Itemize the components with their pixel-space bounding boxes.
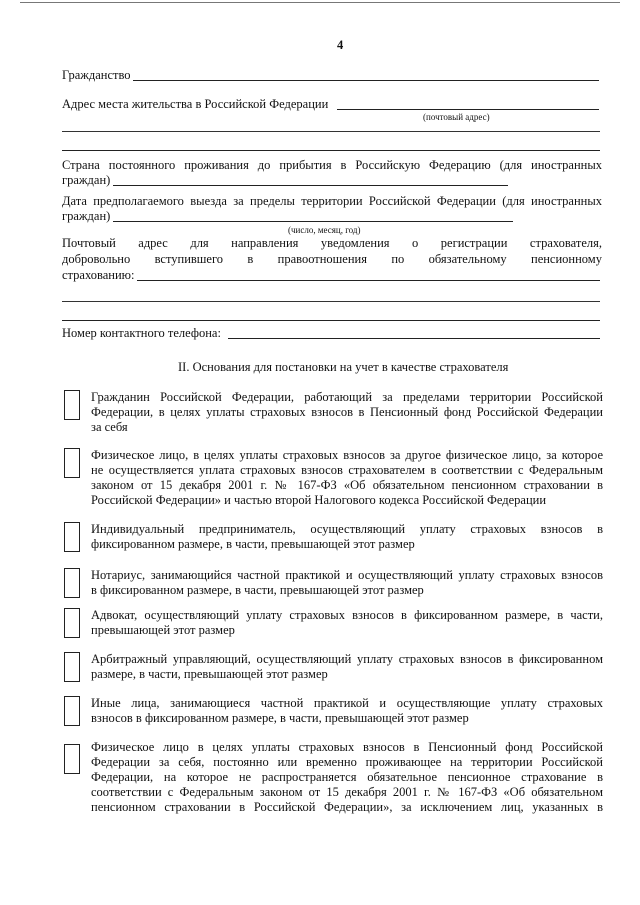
option-text (91, 740, 603, 815)
option-line: Физическое лицо, в целях уплаты страховых взносов за другое физическое лицо, за которое (91, 448, 603, 462)
option-line: Иные лица, занимающиеся частной практикой и осуществляющие уплату страховых (91, 696, 603, 710)
postal-word: по (391, 252, 405, 266)
postal-word: о (412, 236, 419, 250)
option-line: Индивидуальный предприниматель, осуществляющий уплату страховых взносов в (91, 522, 603, 536)
postal-address-line-2[interactable] (62, 301, 600, 302)
option-line: взносов в фиксированном размере, в части, превышающей этот размер (91, 711, 469, 725)
address-field-line-2[interactable] (62, 131, 600, 132)
option-line: Физическое лицо в целях уплаты страховых взносов в Пенсионный фонд Российской (91, 740, 603, 754)
top-border-line (20, 2, 620, 3)
address-label: Адрес места жительства в Российской Федерации (62, 97, 329, 111)
postal-word: пенсионному (531, 252, 602, 266)
phone-label: Номер контактного телефона: (62, 326, 221, 340)
postal-address-line-3[interactable] (62, 320, 600, 321)
postal-word: в (247, 252, 254, 266)
citizenship-field[interactable] (133, 80, 599, 81)
section-title: II. Основания для постановки на учет в качестве страхователя (178, 360, 509, 374)
departure-label: Дата предполагаемого выезда за пределы территории Российской Федерации (для иностранных (62, 194, 602, 208)
option-line: не осуществляется уплата страховых взносов страхователем в соответствии с Федеральным (91, 463, 603, 477)
option-checkbox[interactable] (64, 744, 80, 774)
option-checkbox[interactable] (64, 390, 80, 420)
option-text (91, 696, 603, 726)
phone-field[interactable] (228, 338, 600, 339)
postal-word: адрес (138, 236, 168, 250)
option-line: Арбитражный управляющий, осуществляющий уплату страховых взносов в фиксированном (91, 652, 603, 666)
country-field[interactable] (113, 185, 508, 186)
postal-word: для (190, 236, 209, 250)
postal-word: вступившего (154, 252, 224, 266)
postal-word: регистрации (440, 236, 508, 250)
address-field-line-3[interactable] (62, 150, 600, 151)
option-checkbox[interactable] (64, 652, 80, 682)
country-label: Страна постоянного проживания до прибытия в Российскую Федерацию (для иностранных (62, 158, 602, 172)
option-checkbox[interactable] (64, 568, 80, 598)
postal-word: обязательному (428, 252, 507, 266)
postal-label-line1 (62, 236, 602, 251)
postal-address-field[interactable] (137, 280, 600, 281)
option-line: в фиксированном размере, в части, превышающей этот размер (91, 583, 424, 597)
option-checkbox[interactable] (64, 608, 80, 638)
option-line: пенсионном страховании в Российской Федерации», за исключением лиц, указанных в (91, 800, 603, 814)
postal-word: Почтовый (62, 236, 116, 250)
option-line: Гражданин Российской Федерации, работающий за пределами территории Российской (91, 390, 603, 404)
option-text (91, 568, 603, 598)
option-checkbox[interactable] (64, 522, 80, 552)
option-text (91, 448, 603, 508)
option-line: Федерации, в целях уплаты страховых взносов в Пенсионный фонд Российской Федерации (91, 405, 603, 419)
page-number: 4 (337, 38, 344, 52)
option-line: за себя (91, 420, 128, 434)
option-line: фиксированном размере, в части, превышающей этот размер (91, 537, 415, 551)
option-line: Федерации, на которое не распространяется обязательное пенсионное страхование в (91, 770, 603, 784)
option-checkbox[interactable] (64, 696, 80, 726)
option-text (91, 522, 603, 552)
option-line: превышающей этот размер (91, 623, 235, 637)
option-line: законом от 15 декабря 2001 г. № 167-ФЗ «Об обязательном пенсионном страховании в (91, 478, 603, 492)
country-label-cont: граждан) (62, 173, 111, 187)
option-line: Нотариус, занимающийся частной практикой и осуществляющий уплату страховых взносов (91, 568, 603, 582)
option-checkbox[interactable] (64, 448, 80, 478)
option-text (91, 652, 603, 682)
postal-word: страхователя, (529, 236, 602, 250)
address-hint: (почтовый адрес) (423, 112, 490, 122)
postal-word: уведомления (320, 236, 390, 250)
departure-label-cont: граждан) (62, 209, 111, 223)
option-line: Адвокат, осуществляющий уплату страховых взносов в фиксированном размере, в части, (91, 608, 603, 622)
option-line: Федерации за себя, постоянно или временно проживающее на территории Российской (91, 755, 603, 769)
departure-hint: (число, месяц, год) (288, 225, 361, 235)
address-field[interactable] (337, 109, 599, 110)
postal-word: правоотношения (277, 252, 367, 266)
postal-label-line2 (62, 252, 602, 267)
option-line: соответствии с Федеральным законом от 15 декабря 2001 г. № 167-ФЗ «Об обязательном (91, 785, 603, 799)
departure-date-field[interactable] (113, 221, 513, 222)
citizenship-label: Гражданство (62, 68, 131, 82)
postal-word: направления (231, 236, 299, 250)
postal-label-line3: страхованию: (62, 268, 135, 282)
option-line: размере, в части, превышающей этот размер (91, 667, 328, 681)
option-text (91, 608, 603, 638)
postal-word: добровольно (62, 252, 131, 266)
option-text (91, 390, 603, 435)
option-line: Российской Федерации» и частью второй Налогового кодекса Российской Федерации (91, 493, 547, 507)
